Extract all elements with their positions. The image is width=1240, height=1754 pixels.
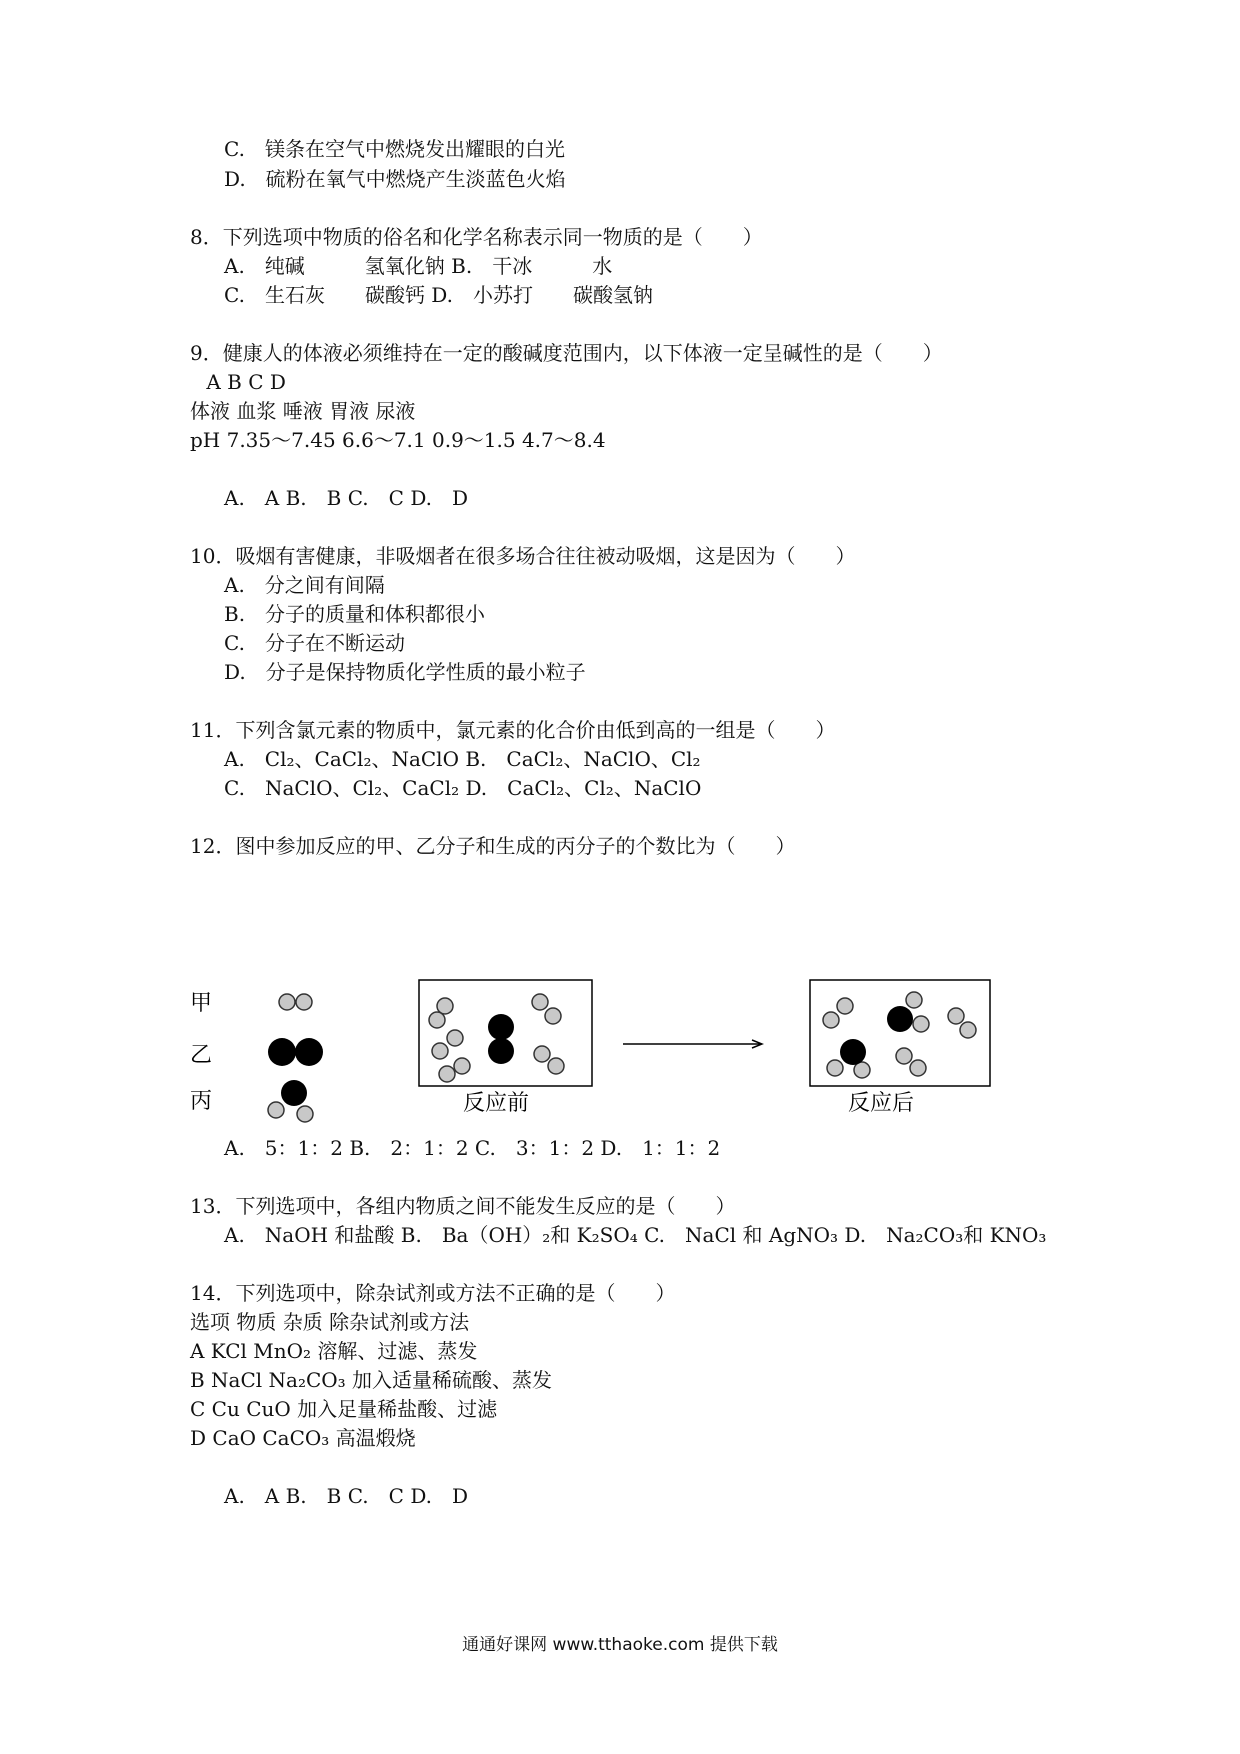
q10-option-c: C. 分子在不断运动	[224, 631, 405, 655]
q10-option-a: A. 分之间有间隔	[224, 573, 385, 597]
q13-options: A. NaOH 和盐酸 B. Ba（OH）₂和 K₂SO₄ C. NaCl 和 AgNO₃ D. Na₂CO₃和 KNO₃	[224, 1223, 1047, 1247]
q9-table-header: A B C D	[200, 370, 286, 394]
q12-options: A. 5：1：2 B. 2：1：2 C. 3：1：2 D. 1：1：2	[224, 1136, 721, 1160]
q14-table-header: 选项 物质 杂质 除杂试剂或方法	[190, 1310, 470, 1334]
box-before	[419, 980, 592, 1086]
caption-after: 反应后	[848, 1091, 915, 1116]
q8-stem: 8．下列选项中物质的俗名和化学名称表示同一物质的是（ ）	[190, 225, 763, 249]
q14-table-row-d: D CaO CaCO₃ 高温煅烧	[190, 1426, 416, 1450]
q14-options: A. A B. B C. C D. D	[224, 1484, 469, 1508]
q10-option-d: D. 分子是保持物质化学性质的最小粒子	[224, 660, 586, 684]
q9-options: A. A B. B C. C D. D	[224, 486, 469, 510]
q8-options-line1: A. 纯碱 氢氧化钠 B. 干冰 水	[224, 254, 613, 278]
molecule-bing	[268, 1080, 313, 1122]
reaction-arrow	[623, 1040, 762, 1048]
q9-table-row-fluid: 体液 血浆 唾液 胃液 尿液	[190, 399, 416, 423]
q9-stem: 9．健康人的体液必须维持在一定的酸碱度范围内，以下体液一定呈碱性的是（ ）	[190, 341, 943, 365]
caption-before: 反应前	[463, 1091, 530, 1116]
q11-stem: 11．下列含氯元素的物质中，氯元素的化合价由低到高的一组是（ ）	[190, 718, 836, 742]
before-black-atoms	[488, 1014, 514, 1064]
q7-option-c: C. 镁条在空气中燃烧发出耀眼的白光	[224, 137, 565, 161]
q14-table-row-c: C Cu CuO 加入足量稀盐酸、过滤	[190, 1397, 498, 1421]
before-gray-atoms	[429, 994, 564, 1082]
q11-options-line1: A. Cl₂、CaCl₂、NaClO B. CaCl₂、NaClO、Cl₂	[224, 747, 701, 771]
q8-options-line2: C. 生石灰 碳酸钙 D. 小苏打 碳酸氢钠	[224, 283, 653, 307]
label-bing: 丙	[190, 1089, 213, 1114]
after-gray-atoms	[823, 992, 976, 1078]
q7-option-d: D. 硫粉在氧气中燃烧产生淡蓝色火焰	[224, 167, 566, 191]
after-black-atoms	[840, 1006, 913, 1065]
label-jia: 甲	[190, 991, 213, 1016]
box-after	[810, 980, 990, 1086]
q9-table-row-ph: pH 7.35～7.45 6.6～7.1 0.9～1.5 4.7～8.4	[190, 428, 606, 452]
q12-stem: 12．图中参加反应的甲、乙分子和生成的丙分子的个数比为（ ）	[190, 834, 796, 858]
page-footer: 通通好课网 www.tthaoke.com 提供下载	[462, 1635, 778, 1655]
q10-option-b: B. 分子的质量和体积都很小	[224, 602, 486, 626]
q14-stem: 14．下列选项中，除杂试剂或方法不正确的是（ ）	[190, 1281, 676, 1305]
molecule-jia	[279, 994, 312, 1010]
label-yi: 乙	[190, 1043, 213, 1068]
q14-table-row-a: A KCl MnO₂ 溶解、过滤、蒸发	[190, 1339, 478, 1363]
molecule-yi	[268, 1038, 323, 1066]
q13-stem: 13．下列选项中，各组内物质之间不能发生反应的是（ ）	[190, 1194, 736, 1218]
q10-stem: 10．吸烟有害健康，非吸烟者在很多场合往往被动吸烟，这是因为（ ）	[190, 544, 856, 568]
q14-table-row-b: B NaCl Na₂CO₃ 加入适量稀硫酸、蒸发	[190, 1368, 553, 1392]
q11-options-line2: C. NaClO、Cl₂、CaCl₂ D. CaCl₂、Cl₂、NaClO	[224, 776, 702, 800]
